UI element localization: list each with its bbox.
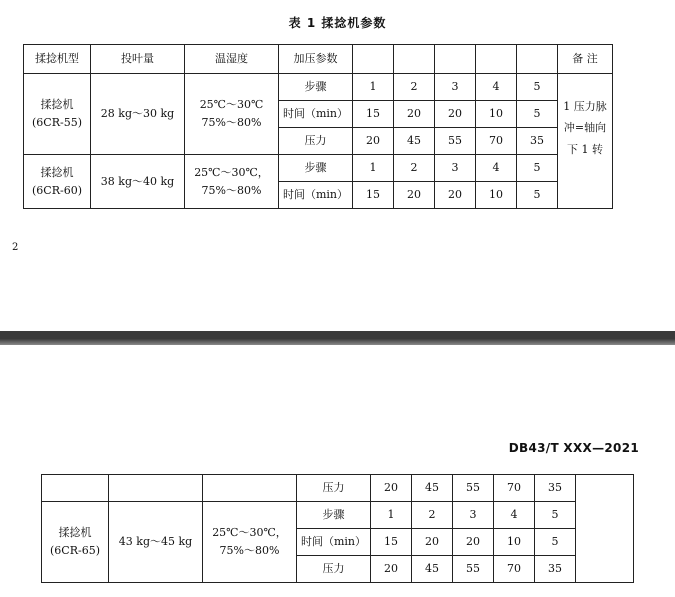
note-cell [576, 475, 634, 583]
header-blank [353, 45, 394, 74]
header-blank [394, 45, 435, 74]
pressure-value: 45 [412, 556, 453, 583]
label-step: 步骤 [297, 502, 371, 529]
label-pressure: 压力 [297, 556, 371, 583]
temperature-range: 25℃～30℃， [194, 165, 269, 179]
step-value: 5 [535, 502, 576, 529]
step-value: 5 [517, 74, 558, 101]
machine-name: 揉捻机 [58, 526, 92, 540]
time-value: 20 [435, 182, 476, 209]
step-value: 1 [371, 502, 412, 529]
page-number: 2 [12, 242, 19, 253]
machine-code: (6CR-55) [32, 116, 82, 129]
pressure-value: 45 [412, 475, 453, 502]
pressure-value: 55 [453, 475, 494, 502]
header-note: 备 注 [558, 45, 613, 74]
pressure-value: 55 [453, 556, 494, 583]
note-line: 下 1 转 [567, 142, 603, 156]
step-value: 1 [353, 74, 394, 101]
header-blank [435, 45, 476, 74]
time-value: 20 [435, 101, 476, 128]
machine-6cr55-temp-humidity [185, 74, 279, 155]
machine-name: 揉捻机 [40, 165, 74, 179]
blank-cell [109, 475, 203, 502]
document-id: DB43/T XXX—2021 [508, 441, 639, 455]
step-value: 5 [517, 155, 558, 182]
time-value: 5 [517, 101, 558, 128]
header-row [24, 45, 613, 74]
machine-6cr65-temp-humidity [203, 502, 297, 583]
table-row [24, 155, 613, 182]
step-value: 3 [435, 155, 476, 182]
pressure-value: 70 [476, 128, 517, 155]
note-cell [558, 74, 613, 209]
pressure-value: 45 [394, 128, 435, 155]
header-temp-humidity: 温湿度 [185, 45, 279, 74]
temperature-range: 25℃～30℃， [212, 526, 287, 540]
pressure-value: 70 [494, 475, 535, 502]
step-value: 4 [476, 74, 517, 101]
pressure-value: 35 [517, 128, 558, 155]
step-value: 3 [435, 74, 476, 101]
blank-cell [203, 475, 297, 502]
pressure-value: 20 [371, 475, 412, 502]
press-parameters-table [23, 44, 613, 209]
machine-6cr60-model [24, 155, 91, 209]
pressure-value: 55 [435, 128, 476, 155]
machine-code: (6CR-60) [32, 183, 82, 197]
time-value: 15 [371, 529, 412, 556]
time-value: 20 [412, 529, 453, 556]
humidity-range: 75%～80% [201, 183, 262, 197]
machine-name: 揉捻机 [40, 98, 74, 112]
pressure-value: 20 [353, 128, 394, 155]
pressure-value: 20 [371, 556, 412, 583]
pressure-value: 35 [535, 556, 576, 583]
step-value: 2 [394, 155, 435, 182]
time-value: 10 [476, 101, 517, 128]
label-time: 时间（min） [279, 101, 353, 128]
label-time: 时间（min） [279, 182, 353, 209]
header-press-params: 加压参数 [279, 45, 353, 74]
header-blank [517, 45, 558, 74]
note-line: 1 压力脉 [563, 100, 607, 113]
time-value: 5 [535, 529, 576, 556]
header-blank [476, 45, 517, 74]
press-parameters-table-continued [41, 474, 634, 583]
table-row [24, 74, 613, 101]
time-value: 15 [353, 101, 394, 128]
pressure-value: 70 [494, 556, 535, 583]
step-value: 4 [476, 155, 517, 182]
step-value: 2 [394, 74, 435, 101]
humidity-range: 75%～80% [219, 544, 280, 557]
page-divider [0, 331, 675, 345]
time-value: 5 [517, 182, 558, 209]
table-row [42, 475, 634, 502]
label-step: 步骤 [279, 74, 353, 101]
step-value: 1 [353, 155, 394, 182]
machine-6cr55-model [24, 74, 91, 155]
pressure-value: 35 [535, 475, 576, 502]
table-row [42, 502, 634, 529]
header-model: 揉捻机型 [24, 45, 91, 74]
label-time: 时间（min） [297, 529, 371, 556]
note-line: 冲=轴向 [563, 121, 607, 135]
step-value: 3 [453, 502, 494, 529]
time-value: 15 [353, 182, 394, 209]
humidity-range: 75%～80% [201, 116, 262, 129]
machine-6cr65-model [42, 502, 109, 583]
step-value: 4 [494, 502, 535, 529]
machine-6cr55-load: 28 kg～30 kg [91, 74, 185, 155]
header-load: 投叶量 [91, 45, 185, 74]
machine-6cr60-temp-humidity [185, 155, 279, 209]
time-value: 10 [476, 182, 517, 209]
time-value: 20 [394, 101, 435, 128]
blank-cell [42, 475, 109, 502]
table-caption: 表 1 揉捻机参数 [288, 16, 387, 30]
step-value: 2 [412, 502, 453, 529]
time-value: 20 [394, 182, 435, 209]
label-pressure: 压力 [279, 128, 353, 155]
time-value: 10 [494, 529, 535, 556]
time-value: 20 [453, 529, 494, 556]
label-step: 步骤 [279, 155, 353, 182]
label-pressure: 压力 [297, 475, 371, 502]
machine-6cr65-load: 43 kg～45 kg [109, 502, 203, 583]
machine-code: (6CR-65) [50, 544, 100, 557]
machine-6cr60-load: 38 kg～40 kg [91, 155, 185, 209]
temperature-range: 25℃～30℃ [199, 98, 264, 112]
